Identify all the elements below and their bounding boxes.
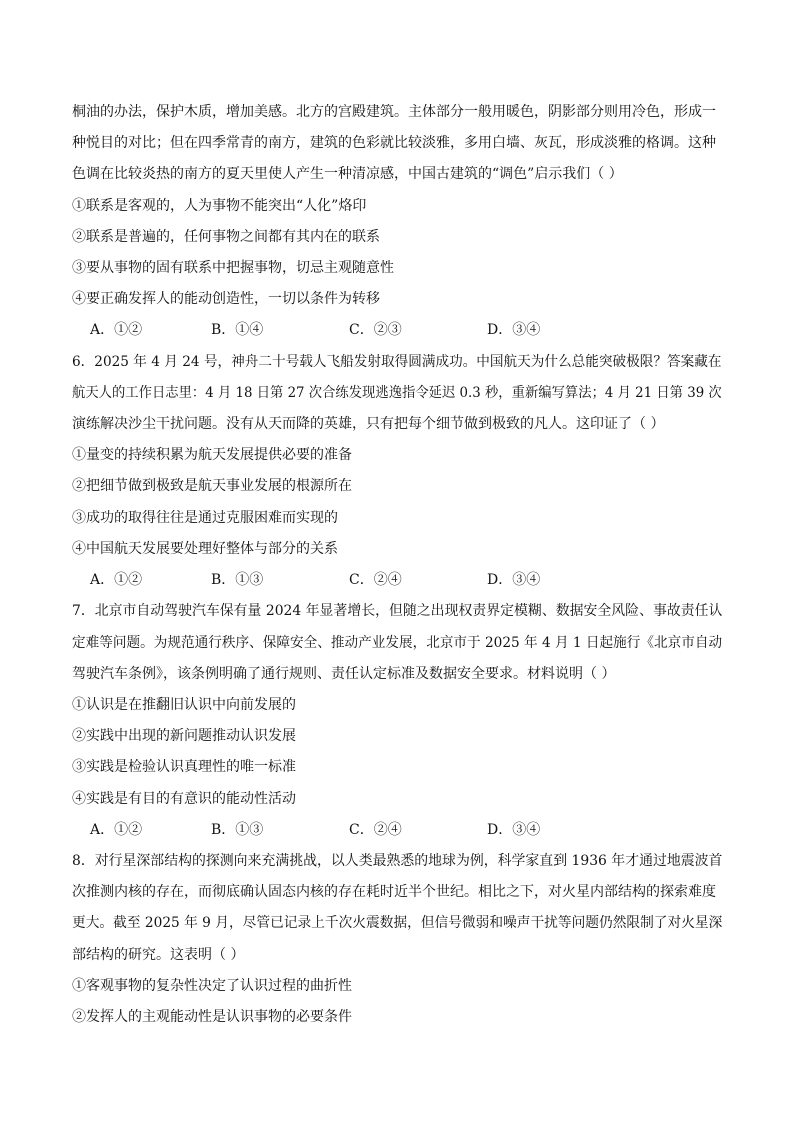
q7-option-3: ③实践是检验认识真理性的唯一标准 bbox=[72, 759, 296, 775]
q5-stem-line-3: 色调在比较炎热的南方的夏天里使人产生一种清凉感，中国古建筑的“调色”启示我们（ ） bbox=[72, 166, 623, 182]
q7-option-4: ④实践是有目的有意识的能动性活动 bbox=[72, 791, 296, 807]
q6-choice-b[interactable]: B．①③ bbox=[211, 572, 264, 588]
q6-choice-d[interactable]: D．③④ bbox=[487, 572, 541, 588]
q7-choice-d[interactable]: D．③④ bbox=[487, 822, 541, 838]
q7-answer-choices bbox=[90, 820, 610, 840]
q8-option-2: ②发挥人的主观能动性是认识事物的必要条件 bbox=[72, 1009, 352, 1025]
q6-option-3: ③成功的取得往往是通过克服困难而实现的 bbox=[72, 510, 338, 526]
q6-stem-line-3: 演练解决沙尘干扰问题。没有从天而降的英雄，只有把每个细节做到极致的凡人。这印证了（ ） bbox=[72, 416, 665, 432]
q6-stem-line-2: 航天人的工作日志里：4 月 18 日第 27 次合练发现逃逸指令延迟 0.3 秒，重新编写算法；4 月 21 日第 39 次 bbox=[72, 385, 722, 401]
q7-stem-line-2: 定难等问题。为规范通行秩序、保障安全、推动产业发展，北京市于 2025 年 4 月 1 日起施行《北京市自动 bbox=[72, 635, 723, 651]
q5-option-1: ①联系是客观的，人为事物不能突出“人化”烙印 bbox=[72, 198, 367, 214]
q7-option-1: ①认识是在推翻旧认识中向前发展的 bbox=[72, 697, 296, 713]
q5-choice-b[interactable]: B．①④ bbox=[211, 322, 264, 338]
q7-option-2: ②实践中出现的新问题推动认识发展 bbox=[72, 728, 296, 744]
q6-answer-choices bbox=[90, 570, 610, 590]
q5-stem-line-1: 桐油的办法，保护木质，增加美感。北方的宫殿建筑。主体部分一般用暖色，阴影部分则用冷色，形成一 bbox=[72, 104, 716, 120]
q5-answer-choices bbox=[90, 320, 610, 340]
q5-choice-c[interactable]: C．②③ bbox=[349, 322, 402, 338]
q5-stem-line-2: 种悦目的对比；但在四季常青的南方，建筑的色彩就比较淡雅，多用白墙、灰瓦，形成淡雅的格调。这种 bbox=[72, 135, 716, 151]
q7-stem-line-3: 驾驶汽车条例》，该条例明确了通行规则、责任认定标准及数据安全要求。材料说明（ ） bbox=[72, 666, 616, 682]
q8-option-1: ①客观事物的复杂性决定了认识过程的曲折性 bbox=[72, 978, 352, 994]
q6-choice-a[interactable]: A．①② bbox=[90, 572, 143, 588]
q6-stem-line-1: 6．2025 年 4 月 24 号，神舟二十号载人飞船发射取得圆满成功。中国航天为什么总能突破极限？答案藏在 bbox=[72, 354, 722, 370]
q8-stem-line-3: 更大。截至 2025 年 9 月，尽管已记录上千次火震数据，但信号微弱和噪声干扰等问题仍然限制了对火星深 bbox=[72, 915, 723, 931]
q8-stem-line-4: 部结构的研究。这表明（ ） bbox=[72, 947, 245, 963]
q6-option-1: ①量变的持续积累为航天发展提供必要的准备 bbox=[72, 447, 352, 463]
q7-choice-b[interactable]: B．①③ bbox=[211, 822, 264, 838]
q6-option-2: ②把细节做到极致是航天事业发展的根源所在 bbox=[72, 478, 352, 494]
q6-option-4: ④中国航天发展要处理好整体与部分的关系 bbox=[72, 541, 338, 557]
q5-option-2: ②联系是普遍的，任何事物之间都有其内在的联系 bbox=[72, 229, 380, 245]
q5-choice-a[interactable]: A．①② bbox=[90, 322, 143, 338]
q6-choice-c[interactable]: C．②④ bbox=[349, 572, 402, 588]
q8-stem-line-2: 次推测内核的存在，而彻底确认固态内核的存在耗时近半个世纪。相比之下，对火星内部结构的探索难度 bbox=[72, 884, 716, 900]
q7-stem-line-1: 7．北京市自动驾驶汽车保有量 2024 年显著增长，但随之出现权责界定模糊、数据安全风险、事故责任认 bbox=[72, 603, 723, 619]
q5-option-3: ③要从事物的固有联系中把握事物，切忌主观随意性 bbox=[72, 260, 394, 276]
q8-stem-line-1: 8．对行星深部结构的探测向来充满挑战，以人类最熟悉的地球为例，科学家直到 1936 年才通过地震波首 bbox=[72, 853, 723, 869]
q7-choice-c[interactable]: C．②④ bbox=[349, 822, 402, 838]
q5-option-4: ④要正确发挥人的能动创造性，一切以条件为转移 bbox=[72, 291, 380, 307]
q5-choice-d[interactable]: D．③④ bbox=[487, 322, 541, 338]
q7-choice-a[interactable]: A．①② bbox=[90, 822, 143, 838]
